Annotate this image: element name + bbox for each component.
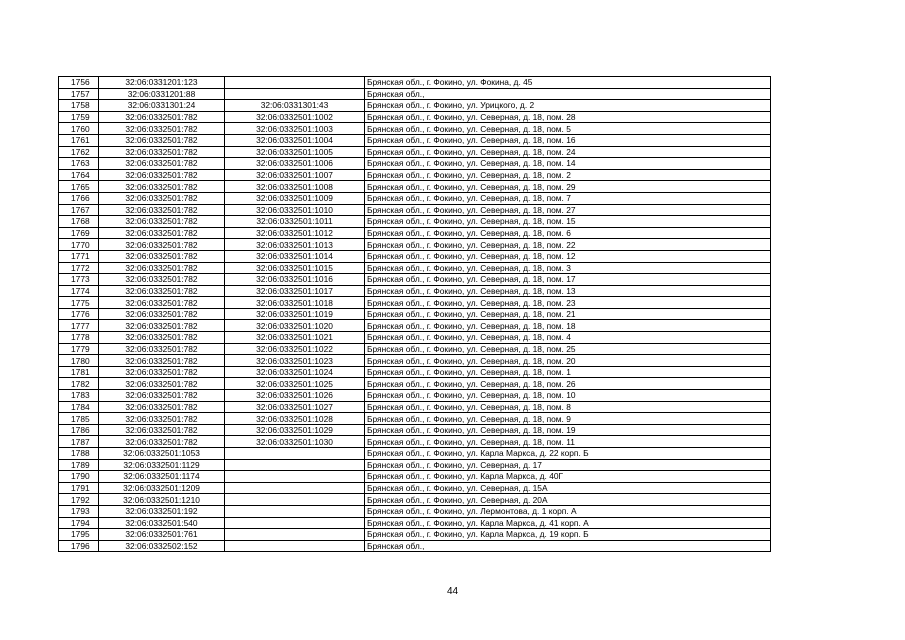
linked-cadastral-number-cell [225, 471, 365, 483]
row-number-cell: 1765 [59, 181, 99, 193]
linked-cadastral-number-cell: 32:06:0332501:1007 [225, 169, 365, 181]
linked-cadastral-number-cell: 32:06:0332501:1024 [225, 366, 365, 378]
table-row [59, 517, 771, 529]
row-number-cell: 1790 [59, 471, 99, 483]
address-cell: Брянская обл., г. Фокино, ул. Северная, д. 18, пом. 21 [365, 308, 771, 320]
table-row [59, 355, 771, 367]
row-number-cell: 1792 [59, 494, 99, 506]
cadastral-number-cell: 32:06:0332501:782 [99, 204, 225, 216]
cadastral-number-cell: 32:06:0332501:1129 [99, 459, 225, 471]
cadastral-number-cell: 32:06:0332502:152 [99, 540, 225, 552]
row-number-cell: 1779 [59, 343, 99, 355]
cadastral-number-cell: 32:06:0332501:782 [99, 355, 225, 367]
row-number-cell: 1776 [59, 308, 99, 320]
cadastral-number-cell: 32:06:0332501:1174 [99, 471, 225, 483]
address-cell: Брянская обл., г. Фокино, ул. Северная, д. 18, пом. 6 [365, 227, 771, 239]
cadastral-table [58, 76, 771, 552]
cadastral-number-cell: 32:06:0332501:782 [99, 390, 225, 402]
cadastral-number-cell: 32:06:0332501:782 [99, 285, 225, 297]
address-cell: Брянская обл., г. Фокино, ул. Северная, д. 18, пом. 22 [365, 239, 771, 251]
address-cell: Брянская обл., г. Фокино, ул. Северная, д. 18, пом. 18 [365, 320, 771, 332]
table-row [59, 366, 771, 378]
cadastral-number-cell: 32:06:0332501:782 [99, 320, 225, 332]
cadastral-number-cell: 32:06:0332501:782 [99, 134, 225, 146]
cadastral-number-cell: 32:06:0332501:782 [99, 239, 225, 251]
address-cell: Брянская обл., г. Фокино, ул. Северная, д. 18, пом. 10 [365, 390, 771, 402]
table-row [59, 204, 771, 216]
address-cell: Брянская обл., г. Фокино, ул. Лермонтова, д. 1 корп. А [365, 505, 771, 517]
table-row [59, 77, 771, 89]
cadastral-number-cell: 32:06:0332501:782 [99, 413, 225, 425]
address-cell: Брянская обл., г. Фокино, ул. Северная, д. 18, пом. 23 [365, 297, 771, 309]
cadastral-number-cell: 32:06:0332501:782 [99, 169, 225, 181]
linked-cadastral-number-cell: 32:06:0332501:1016 [225, 274, 365, 286]
linked-cadastral-number-cell [225, 459, 365, 471]
row-number-cell: 1763 [59, 158, 99, 170]
row-number-cell: 1766 [59, 192, 99, 204]
table-row [59, 471, 771, 483]
address-cell: Брянская обл., г. Фокино, ул. Северная, д. 18, пом. 2 [365, 169, 771, 181]
linked-cadastral-number-cell: 32:06:0332501:1006 [225, 158, 365, 170]
address-cell: Брянская обл., г. Фокино, ул. Северная, д. 18, пом. 25 [365, 343, 771, 355]
linked-cadastral-number-cell: 32:06:0332501:1029 [225, 424, 365, 436]
address-cell: Брянская обл., г. Фокино, ул. Северная, д. 20А [365, 494, 771, 506]
linked-cadastral-number-cell [225, 77, 365, 89]
linked-cadastral-number-cell: 32:06:0332501:1015 [225, 262, 365, 274]
linked-cadastral-number-cell: 32:06:0332501:1018 [225, 297, 365, 309]
cadastral-number-cell: 32:06:0332501:782 [99, 401, 225, 413]
address-cell: Брянская обл., [365, 540, 771, 552]
table-row [59, 529, 771, 541]
cadastral-number-cell: 32:06:0332501:1053 [99, 448, 225, 460]
address-cell: Брянская обл., г. Фокино, ул. Северная, д. 18, пом. 7 [365, 192, 771, 204]
row-number-cell: 1794 [59, 517, 99, 529]
table-row [59, 494, 771, 506]
address-cell: Брянская обл., г. Фокино, ул. Северная, д. 18, пом. 9 [365, 413, 771, 425]
linked-cadastral-number-cell: 32:06:0332501:1028 [225, 413, 365, 425]
table-row [59, 239, 771, 251]
row-number-cell: 1775 [59, 297, 99, 309]
row-number-cell: 1791 [59, 482, 99, 494]
linked-cadastral-number-cell: 32:06:0332501:1010 [225, 204, 365, 216]
address-cell: Брянская обл., г. Фокино, ул. Северная, д. 18, пом. 24 [365, 146, 771, 158]
row-number-cell: 1777 [59, 320, 99, 332]
row-number-cell: 1789 [59, 459, 99, 471]
linked-cadastral-number-cell: 32:06:0332501:1004 [225, 134, 365, 146]
cadastral-number-cell: 32:06:0332501:782 [99, 343, 225, 355]
linked-cadastral-number-cell: 32:06:0332501:1027 [225, 401, 365, 413]
row-number-cell: 1760 [59, 123, 99, 135]
table-row [59, 100, 771, 112]
table-row [59, 297, 771, 309]
linked-cadastral-number-cell [225, 540, 365, 552]
linked-cadastral-number-cell: 32:06:0332501:1019 [225, 308, 365, 320]
row-number-cell: 1773 [59, 274, 99, 286]
table-row [59, 285, 771, 297]
table-row [59, 146, 771, 158]
linked-cadastral-number-cell: 32:06:0332501:1012 [225, 227, 365, 239]
cadastral-number-cell: 32:06:0332501:782 [99, 123, 225, 135]
cadastral-number-cell: 32:06:0332501:782 [99, 378, 225, 390]
cadastral-number-cell: 32:06:0332501:1209 [99, 482, 225, 494]
cadastral-number-cell: 32:06:0332501:540 [99, 517, 225, 529]
address-cell: Брянская обл., г. Фокино, ул. Северная, д. 18, пом. 13 [365, 285, 771, 297]
linked-cadastral-number-cell: 32:06:0332501:1013 [225, 239, 365, 251]
linked-cadastral-number-cell [225, 529, 365, 541]
row-number-cell: 1771 [59, 250, 99, 262]
linked-cadastral-number-cell: 32:06:0332501:1014 [225, 250, 365, 262]
cadastral-number-cell: 32:06:0332501:782 [99, 297, 225, 309]
row-number-cell: 1768 [59, 216, 99, 228]
address-cell: Брянская обл., г. Фокино, ул. Северная, д. 18, пом. 19 [365, 424, 771, 436]
row-number-cell: 1774 [59, 285, 99, 297]
linked-cadastral-number-cell: 32:06:0332501:1022 [225, 343, 365, 355]
linked-cadastral-number-cell: 32:06:0331301:43 [225, 100, 365, 112]
table-row [59, 192, 771, 204]
address-cell: Брянская обл., г. Фокино, ул. Карла Маркса, д. 41 корп. А [365, 517, 771, 529]
row-number-cell: 1757 [59, 88, 99, 100]
cadastral-number-cell: 32:06:0332501:1210 [99, 494, 225, 506]
address-cell: Брянская обл., г. Фокино, ул. Северная, д. 18, пом. 1 [365, 366, 771, 378]
table-row [59, 482, 771, 494]
linked-cadastral-number-cell: 32:06:0332501:1020 [225, 320, 365, 332]
address-cell: Брянская обл., [365, 88, 771, 100]
table-row [59, 332, 771, 344]
linked-cadastral-number-cell: 32:06:0332501:1009 [225, 192, 365, 204]
cadastral-number-cell: 32:06:0331201:88 [99, 88, 225, 100]
table-row [59, 378, 771, 390]
address-cell: Брянская обл., г. Фокино, ул. Северная, д. 18, пом. 3 [365, 262, 771, 274]
row-number-cell: 1758 [59, 100, 99, 112]
table-row [59, 390, 771, 402]
cadastral-number-cell: 32:06:0332501:782 [99, 192, 225, 204]
linked-cadastral-number-cell [225, 505, 365, 517]
table-row [59, 308, 771, 320]
table-row [59, 448, 771, 460]
linked-cadastral-number-cell: 32:06:0332501:1021 [225, 332, 365, 344]
address-cell: Брянская обл., г. Фокино, ул. Северная, д. 15А [365, 482, 771, 494]
row-number-cell: 1778 [59, 332, 99, 344]
table-row [59, 250, 771, 262]
table-row [59, 320, 771, 332]
address-cell: Брянская обл., г. Фокино, ул. Северная, д. 18, пом. 16 [365, 134, 771, 146]
address-cell: Брянская обл., г. Фокино, ул. Северная, д. 18, пом. 17 [365, 274, 771, 286]
linked-cadastral-number-cell [225, 88, 365, 100]
linked-cadastral-number-cell: 32:06:0332501:1017 [225, 285, 365, 297]
table-row [59, 436, 771, 448]
table-row [59, 459, 771, 471]
cadastral-number-cell: 32:06:0332501:782 [99, 158, 225, 170]
cadastral-number-cell: 32:06:0332501:782 [99, 366, 225, 378]
row-number-cell: 1782 [59, 378, 99, 390]
table-row [59, 540, 771, 552]
table-row [59, 123, 771, 135]
table-row [59, 274, 771, 286]
linked-cadastral-number-cell: 32:06:0332501:1023 [225, 355, 365, 367]
address-cell: Брянская обл., г. Фокино, ул. Северная, д. 18, пом. 14 [365, 158, 771, 170]
row-number-cell: 1795 [59, 529, 99, 541]
row-number-cell: 1784 [59, 401, 99, 413]
cadastral-number-cell: 32:06:0332501:782 [99, 111, 225, 123]
table-row [59, 343, 771, 355]
table-row [59, 181, 771, 193]
page-number: 44 [446, 586, 459, 597]
cadastral-number-cell: 32:06:0332501:782 [99, 308, 225, 320]
cadastral-number-cell: 32:06:0332501:782 [99, 262, 225, 274]
row-number-cell: 1767 [59, 204, 99, 216]
row-number-cell: 1781 [59, 366, 99, 378]
address-cell: Брянская обл., г. Фокино, ул. Северная, д. 18, пом. 12 [365, 250, 771, 262]
row-number-cell: 1762 [59, 146, 99, 158]
table-row [59, 216, 771, 228]
table-row [59, 505, 771, 517]
address-cell: Брянская обл., г. Фокино, ул. Северная, д. 18, пом. 8 [365, 401, 771, 413]
cadastral-number-cell: 32:06:0332501:782 [99, 424, 225, 436]
table-row [59, 227, 771, 239]
linked-cadastral-number-cell: 32:06:0332501:1030 [225, 436, 365, 448]
row-number-cell: 1769 [59, 227, 99, 239]
cadastral-number-cell: 32:06:0332501:192 [99, 505, 225, 517]
row-number-cell: 1787 [59, 436, 99, 448]
row-number-cell: 1770 [59, 239, 99, 251]
linked-cadastral-number-cell: 32:06:0332501:1003 [225, 123, 365, 135]
cadastral-number-cell: 32:06:0332501:782 [99, 274, 225, 286]
address-cell: Брянская обл., г. Фокино, ул. Северная, д. 18, пом. 29 [365, 181, 771, 193]
table-row [59, 158, 771, 170]
address-cell: Брянская обл., г. Фокино, ул. Северная, д. 18, пом. 5 [365, 123, 771, 135]
cadastral-number-cell: 32:06:0332501:782 [99, 332, 225, 344]
row-number-cell: 1783 [59, 390, 99, 402]
address-cell: Брянская обл., г. Фокино, ул. Северная, д. 18, пом. 11 [365, 436, 771, 448]
linked-cadastral-number-cell [225, 482, 365, 494]
row-number-cell: 1786 [59, 424, 99, 436]
table-row [59, 413, 771, 425]
cadastral-number-cell: 32:06:0331301:24 [99, 100, 225, 112]
linked-cadastral-number-cell: 32:06:0332501:1008 [225, 181, 365, 193]
cadastral-number-cell: 32:06:0332501:782 [99, 227, 225, 239]
address-cell: Брянская обл., г. Фокино, ул. Фокина, д. 45 [365, 77, 771, 89]
address-cell: Брянская обл., г. Фокино, ул. Северная, д. 17 [365, 459, 771, 471]
cadastral-number-cell: 32:06:0332501:782 [99, 181, 225, 193]
address-cell: Брянская обл., г. Фокино, ул. Урицкого, д. 2 [365, 100, 771, 112]
address-cell: Брянская обл., г. Фокино, ул. Карла Маркса, д. 40Г [365, 471, 771, 483]
cadastral-number-cell: 32:06:0331201:123 [99, 77, 225, 89]
row-number-cell: 1764 [59, 169, 99, 181]
address-cell: Брянская обл., г. Фокино, ул. Северная, д. 18, пом. 27 [365, 204, 771, 216]
cadastral-number-cell: 32:06:0332501:782 [99, 436, 225, 448]
table-row [59, 111, 771, 123]
table-row [59, 88, 771, 100]
cadastral-table-body [59, 77, 771, 552]
linked-cadastral-number-cell: 32:06:0332501:1005 [225, 146, 365, 158]
cadastral-number-cell: 32:06:0332501:782 [99, 216, 225, 228]
address-cell: Брянская обл., г. Фокино, ул. Северная, д. 18, пом. 26 [365, 378, 771, 390]
address-cell: Брянская обл., г. Фокино, ул. Карла Маркса, д. 22 корп. Б [365, 448, 771, 460]
table-row [59, 424, 771, 436]
address-cell: Брянская обл., г. Фокино, ул. Северная, д. 18, пом. 20 [365, 355, 771, 367]
table-row [59, 169, 771, 181]
address-cell: Брянская обл., г. Фокино, ул. Северная, д. 18, пом. 15 [365, 216, 771, 228]
row-number-cell: 1796 [59, 540, 99, 552]
row-number-cell: 1788 [59, 448, 99, 460]
row-number-cell: 1780 [59, 355, 99, 367]
cadastral-number-cell: 32:06:0332501:761 [99, 529, 225, 541]
linked-cadastral-number-cell: 32:06:0332501:1011 [225, 216, 365, 228]
address-cell: Брянская обл., г. Фокино, ул. Карла Маркса, д. 19 корп. Б [365, 529, 771, 541]
table-row [59, 134, 771, 146]
linked-cadastral-number-cell: 32:06:0332501:1025 [225, 378, 365, 390]
row-number-cell: 1785 [59, 413, 99, 425]
linked-cadastral-number-cell: 32:06:0332501:1002 [225, 111, 365, 123]
cadastral-number-cell: 32:06:0332501:782 [99, 250, 225, 262]
row-number-cell: 1793 [59, 505, 99, 517]
row-number-cell: 1761 [59, 134, 99, 146]
table-row [59, 401, 771, 413]
linked-cadastral-number-cell [225, 494, 365, 506]
address-cell: Брянская обл., г. Фокино, ул. Северная, д. 18, пом. 4 [365, 332, 771, 344]
table-row [59, 262, 771, 274]
row-number-cell: 1772 [59, 262, 99, 274]
address-cell: Брянская обл., г. Фокино, ул. Северная, д. 18, пом. 28 [365, 111, 771, 123]
cadastral-number-cell: 32:06:0332501:782 [99, 146, 225, 158]
linked-cadastral-number-cell [225, 517, 365, 529]
linked-cadastral-number-cell [225, 448, 365, 460]
linked-cadastral-number-cell: 32:06:0332501:1026 [225, 390, 365, 402]
row-number-cell: 1756 [59, 77, 99, 89]
row-number-cell: 1759 [59, 111, 99, 123]
